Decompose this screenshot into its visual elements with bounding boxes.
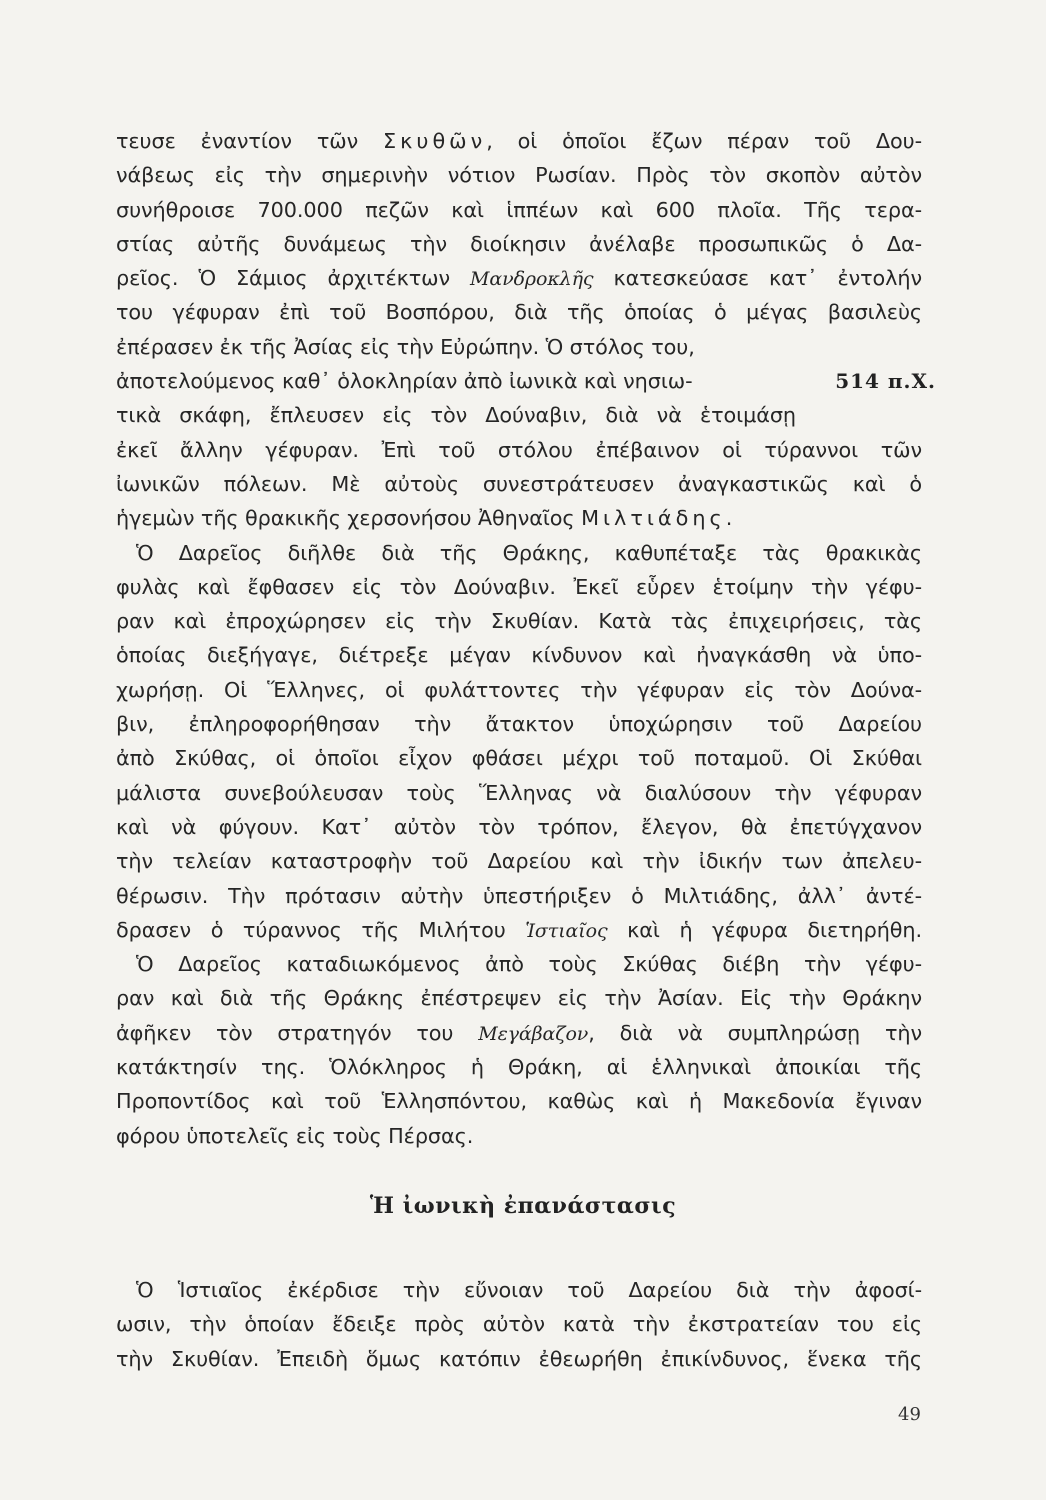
text-line: ωσιν, τὴν ὁποίαν ἔδειξε πρὸς αὐτὸν κατὰ τὴν ἐκστρατείαν του εἰς	[116, 1312, 922, 1337]
text-line: συνήθροισε 700.000 πεζῶν καὶ ἱππέων καὶ 600 πλοῖα. Τῆς τερα-	[116, 197, 922, 222]
main-text	[116, 124, 936, 1153]
spaced-name-miltiades: Μιλτιάδης	[581, 506, 726, 531]
text-line: ἡγεμὼν τῆς θρακικῆς χερσονήσου Ἀθηναῖος Μιλτιάδης.	[116, 506, 733, 531]
text-line: ἀφῆκεν τὸν στρατηγόν του Μεγάβαζον, διὰ νὰ συμπληρώσῃ τὴν	[116, 1020, 922, 1045]
text-line: θέρωσιν. Τὴν πρότασιν αὐτὴν ὑπεστήριξεν ὁ Μιλτιάδης, ἀλλ᾽ ἀντέ-	[116, 883, 922, 908]
text-line: τὴν τελείαν καταστροφὴν τοῦ Δαρείου καὶ τὴν ἰδικήν των ἀπελευ-	[116, 849, 922, 874]
text-line: κατάκτησίν της. Ὁλόκληρος ἡ Θράκη, αἱ ἑλληνικαὶ ἀποικίαι τῆς	[116, 1055, 922, 1080]
text-line: ἐκεῖ ἄλλην γέφυραν. Ἐπὶ τοῦ στόλου ἐπέβαινον οἱ τύραννοι τῶν	[116, 437, 922, 462]
italic-name-histiaios: Ἱστιαῖος	[525, 919, 608, 942]
text-line: δρασεν ὁ τύραννος τῆς Μιλήτου Ἱστιαῖος καὶ ἡ γέφυρα διετηρήθη.	[116, 917, 922, 942]
text-line: καὶ νὰ φύγουν. Κατ᾽ αὐτὸν τὸν τρόπον, ἔλεγον, θὰ ἐπετύγχανον	[116, 814, 922, 839]
margin-note-date: 514 π.Χ.	[835, 369, 936, 394]
text-line: χωρήσῃ. Οἱ Ἕλληνες, οἱ φυλάττοντες τὴν γέφυραν εἰς τὸν Δούνα-	[116, 677, 922, 702]
text-line: μάλιστα συνεβούλευσαν τοὺς Ἕλληνας νὰ διαλύσουν τὴν γέφυραν	[116, 780, 922, 805]
text-line: βιν, ἐπληροφορήθησαν τὴν ἄτακτον ὑποχώρησιν τοῦ Δαρείου	[116, 712, 922, 737]
text-line: ραν καὶ ἐπροχώρησεν εἰς τὴν Σκυθίαν. Κατὰ τὰς ἐπιχειρήσεις, τὰς	[116, 609, 922, 634]
text-line: του γέφυραν ἐπὶ τοῦ Βοσπόρου, διὰ τῆς ὁποίας ὁ μέγας βασιλεὺς	[116, 300, 922, 325]
spaced-name-skythes: Σκυθῶν	[383, 129, 487, 153]
text-line: νάβεως εἰς τὴν σημερινὴν νότιον Ρωσίαν. Πρὸς τὸν σκοπὸν αὐτὸν	[116, 163, 922, 188]
text-line: τικὰ σκάφη, ἔπλευσεν εἰς τὸν Δούναβιν, διὰ νὰ ἑτοιμάσῃ	[116, 403, 796, 428]
text-line: ἀπὸ Σκύθας, οἱ ὁποῖοι εἶχον φθάσει μέχρι τοῦ ποταμοῦ. Οἱ Σκύθαι	[116, 746, 922, 771]
text-line: Ὁ Δαρεῖος διῆλθε διὰ τῆς Θράκης, καθυπέταξε τὰς θρακικὰς	[136, 540, 922, 565]
text-line: φυλὰς καὶ ἔφθασεν εἰς τὸν Δούναβιν. Ἐκεῖ εὗρεν ἑτοίμην τὴν γέφυ-	[116, 574, 922, 599]
section-text	[116, 1273, 922, 1376]
text-line: τὴν Σκυθίαν. Ἐπειδὴ ὅμως κατόπιν ἐθεωρήθη ἐπικίνδυνος, ἕνεκα τῆς	[116, 1346, 922, 1371]
text-line: ὁποίας διεξήγαγε, διέτρεξε μέγαν κίνδυνον καὶ ἠναγκάσθη νὰ ὑπο-	[116, 643, 922, 668]
text-line: φόρου ὑποτελεῖς εἰς τοὺς Πέρσας.	[116, 1123, 474, 1148]
page-number: 49	[898, 1404, 921, 1425]
text-line: Ὁ Δαρεῖος καταδιωκόμενος ἀπὸ τοὺς Σκύθας διέβη τὴν γέφυ-	[136, 952, 922, 977]
text-line: ἐπέρασεν ἐκ τῆς Ἀσίας εἰς τὴν Εὐρώπην. Ὁ στόλος του,	[116, 334, 695, 359]
italic-name-mandrokles: Μανδροκλῆς	[470, 268, 594, 291]
text-line: Προποντίδος καὶ τοῦ Ἑλλησπόντου, καθὼς καὶ ἡ Μακεδονία ἔγιναν	[116, 1089, 922, 1114]
section-heading: Ἡ ἰωνικὴ ἐπανάστασις	[369, 1193, 677, 1219]
text-line: στίας αὐτῆς δυνάμεως τὴν διοίκησιν ἀνέλαβε προσωπικῶς ὁ Δα-	[116, 231, 922, 256]
text-line: ἀποτελούμενος καθ᾽ ὁλοκληρίαν ἀπὸ ἰωνικὰ καὶ νησιω- 514 π.Χ.	[116, 364, 796, 398]
text-line: Ὁ Ἱστιαῖος ἐκέρδισε τὴν εὔνοιαν τοῦ Δαρείου διὰ τὴν ἀφοσί-	[136, 1278, 922, 1302]
text-line: ἰωνικῶν πόλεων. Μὲ αὐτοὺς συνεστράτευσεν ἀναγκαστικῶς καὶ ὁ	[116, 471, 922, 496]
italic-name-megabazos: Μεγάβαζον	[478, 1022, 589, 1045]
text-line: ραν καὶ διὰ τῆς Θράκης ἐπέστρεψεν εἰς τὴν Ἀσίαν. Εἰς τὴν Θράκην	[116, 986, 922, 1011]
text-line: ρεῖος. Ὁ Σάμιος ἀρχιτέκτων Μανδροκλῆς κατεσκεύασε κατ᾽ ἐντολήν	[116, 266, 922, 291]
text-line: τευσε ἐναντίον τῶν Σκυθῶν, οἱ ὁποῖοι ἔζων πέραν τοῦ Δου-	[116, 129, 922, 153]
